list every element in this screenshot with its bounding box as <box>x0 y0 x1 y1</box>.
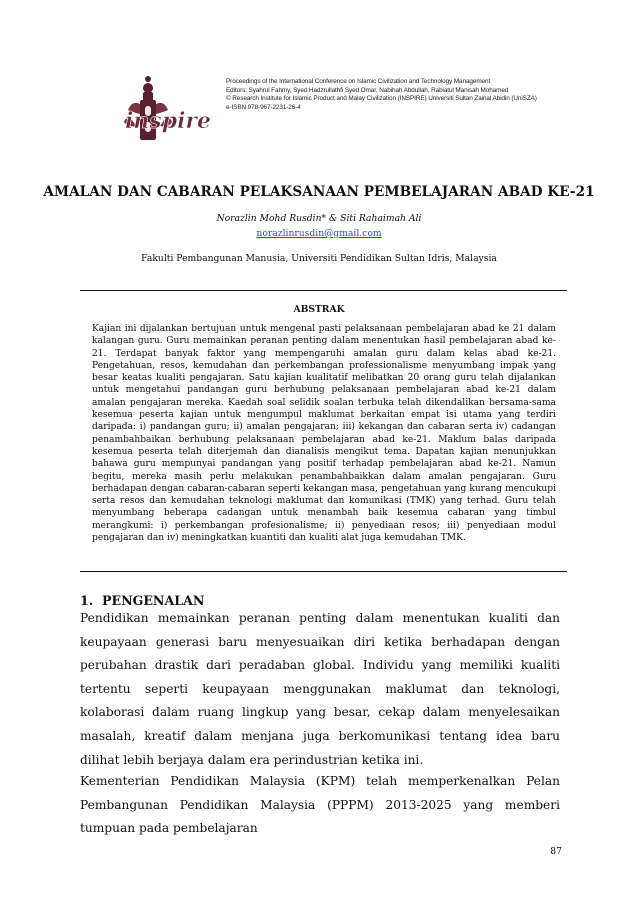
inspire-logo <box>118 70 218 142</box>
intro-paragraph-1: Pendidikan memainkan peranan penting dalam menentukan kualiti dan keupayaan generasi baru menyesuaikan diri ketika berhadapan dengan perubahan drastik dari peradaban global. Individu yang memiliki kualiti tertentu seperti keupayaan menggunakan maklumat dan teknologi, kolaborasi dalam ruang lingkup yang besar, cekap dalam menyelesaikan masalah, kreatif dalam menjana juga berkomunikasi tentang idea baru dilihat lebih berjaya dalam era perindustrian ketika ini. <box>80 611 560 767</box>
author-email-link[interactable]: norazlinrusdin@gmail.com <box>256 228 382 239</box>
intro-paragraph-2: Kementerian Pendidikan Malaysia (KPM) telah memperkenalkan Pelan Pembangunan Pendidikan Malaysia (PPPM) 2013-2025 yang memberi tumpuan pada pembelajaran <box>80 774 560 836</box>
proceedings-line-publisher: © Research Institute for Islamic Product and Malay Civilization (INSPIRE) Universiti Sultan Zainal Abidin (UniSZA) <box>226 95 537 103</box>
abstract-text: Kajian ini dijalankan bertujuan untuk mengenal pasti pelaksanaan pembelajaran abad ke 21 dalam kalangan guru. Guru memainkan peranan penting dalam menentukan hasil pembelajaran abad ke-21. Terdapat banyak faktor yang mempengaruhi amalan guru dalam kelas abad ke-21. Pengetahuan, resos, kemudahan dan perkembangan professionalisme menyumbang impak yang besar keatas kualiti pengajaran. Satu kajian kualitatif melibatkan 20 orang guru telah dijalankan untuk mengetahui pandangan guru berhubung pelaksanaan pembelajaran abad ke-21 dalam amalan pengajaran mereka. Kaedah soal selidik soalan terbuka telah dikendalikan bersama-sama kesemua peserta kajian untuk mengumpul maklumat berkaitan empat isi utama yang terdiri daripada: i) pandangan guru; ii) amalan pengajaran; iii) kekangan dan cabaran serta iv) cadangan penambahbaikan berhubung pelaksanaan pembelajaran abad ke-21. Maklum balas daripada kesemua peserta telah diterjemah dan dianalisis mengikut tema. Dapatan kajian menunjukkan bahawa guru mempunyai pandangan yang positif terhadap pembelajaran abad ke-21. Namun begitu, mereka masih perlu melakukan penambahbaikkan dalam amalan pengajaran. Guru berhadapan dengan cabaran-cabaran seperti kekangan masa, pengetahuan yang kurang mencukupi serta resos dan kemudahan teknologi maklumat dan komunikasi (TMK) yang terhad. Guru telah menyumbang beberapa cadangan untuk menambah baik kesemua cabaran yang timbul merangkumi: i) perkembangan profesionalisme; ii) penyediaan resos; iii) penyediaan modul pengajaran dan iv) meningkatkan kuantiti dan kualiti alat juga kemudahan TMK. <box>92 324 556 544</box>
section-title: PENGENALAN <box>102 593 205 608</box>
section-heading <box>80 593 204 608</box>
paper-title: AMALAN DAN CABARAN PELAKSANAAN PEMBELAJARAN ABAD KE-21 <box>43 184 595 200</box>
logo-wordmark: inspire <box>124 108 212 134</box>
proceedings-line-conference: Proceedings of the International Conference on Islamic Civilization and Technology Management <box>226 78 491 85</box>
proceedings-header <box>118 70 588 142</box>
abstract-top-rule <box>80 290 567 291</box>
proceedings-line-editors: Editors: Syahrul Fahmy, Syed Hadzrullathfi Syed Omar, Nabihah Abdullah, Rabiatul Manisah Mohamed <box>226 86 509 94</box>
page-number: 87 <box>550 846 562 857</box>
inspire-logo-icon <box>118 70 218 142</box>
author-affiliation: Fakulti Pembangunan Manusia, Universiti Pendidikan Sultan Idris, Malaysia <box>141 253 497 264</box>
proceedings-line-isbn: e-ISBN 978-967-2231-26-4 <box>226 103 301 111</box>
section-number: 1. <box>80 593 94 608</box>
abstract-heading: ABSTRAK <box>293 304 345 315</box>
paper-authors: Norazlin Mohd Rusdin* & Siti Rahaimah Ali <box>216 213 422 224</box>
proceedings-info <box>226 78 596 112</box>
abstract-bottom-rule <box>80 571 567 572</box>
